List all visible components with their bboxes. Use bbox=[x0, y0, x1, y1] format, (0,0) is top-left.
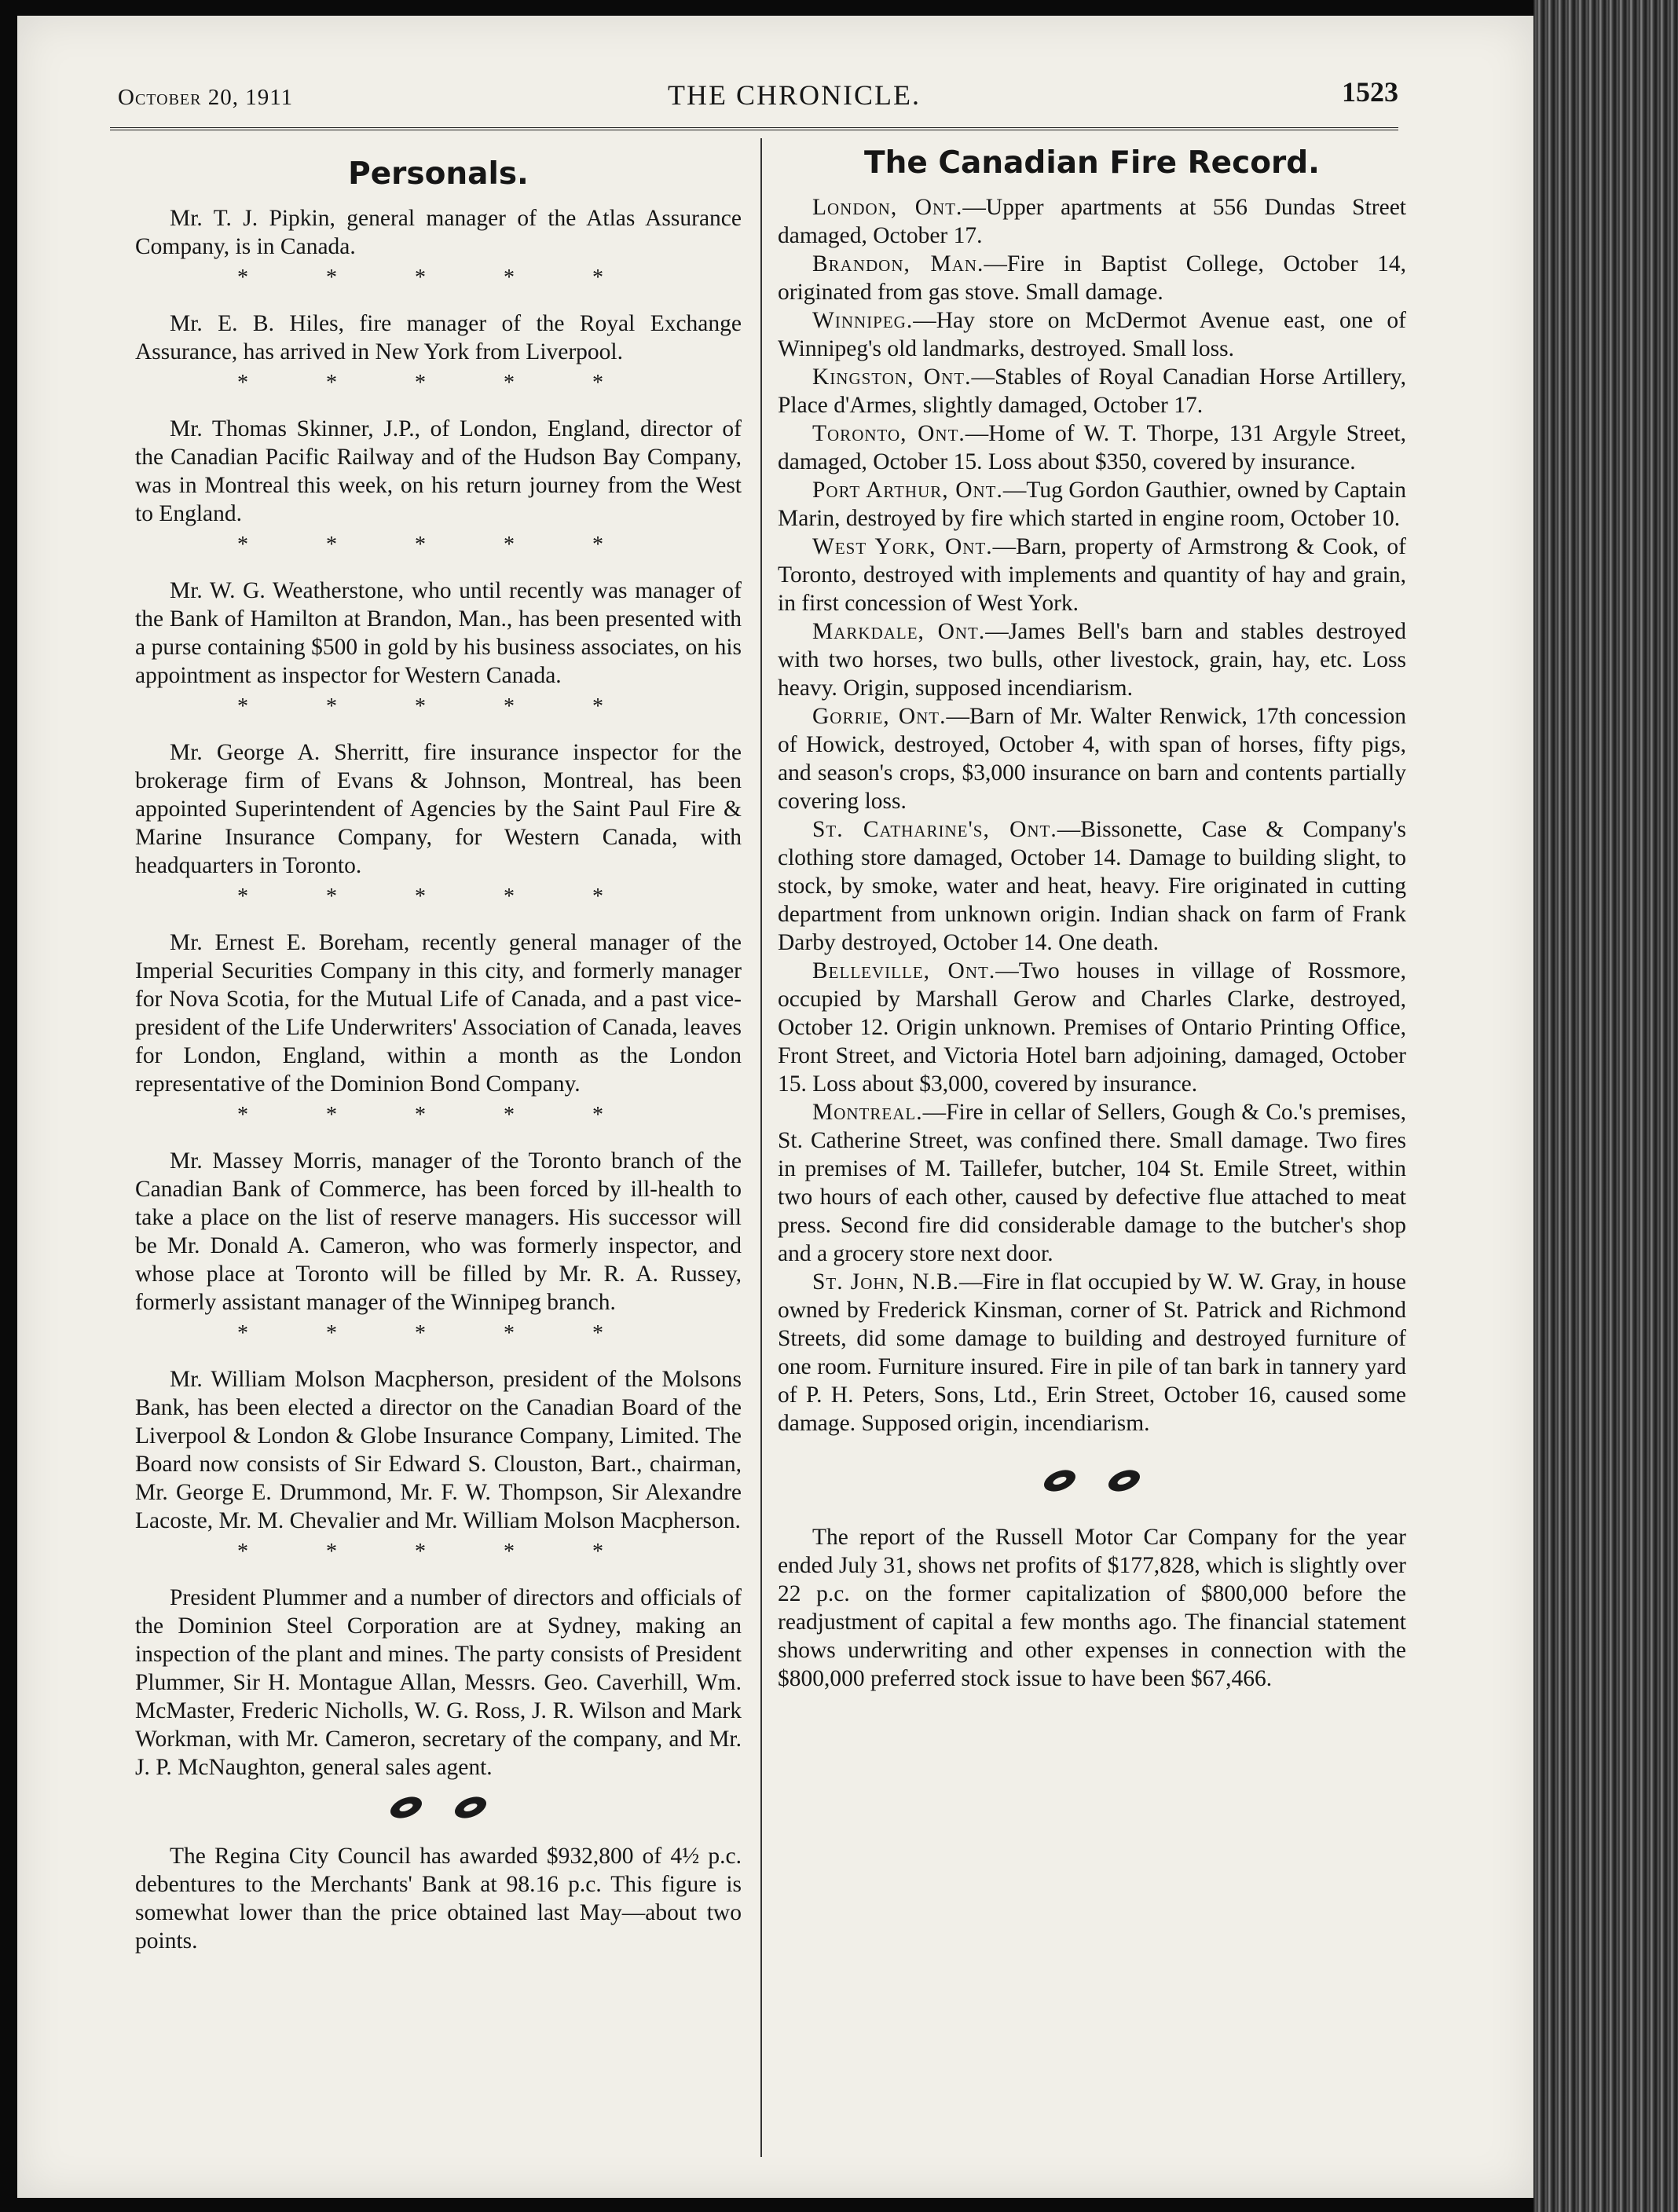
fire-entry-text: —Fire in flat occupied by W. W. Gray, in house owned by Frederick Kinsman, corner of St. Patrick and Richmond Streets, did some damage to building and destroyed furniture of one room. Furniture insured. Fire in pile of tan bark in tannery yard of P. H. Peters, Sons, Ltd., Erin Street, October 16, caused some damage. Supposed origin, incendiarism. bbox=[778, 1269, 1406, 1436]
fire-entry-place: St. John, N.B. bbox=[812, 1269, 960, 1295]
fire-entry-text: —Barn, property of Armstrong & Cook, of Toronto, destroyed with implements and quantity of hay and grain, in first concession of West York. bbox=[778, 534, 1406, 616]
fire-entry bbox=[778, 306, 1406, 363]
fire-entry bbox=[778, 250, 1406, 306]
personal-item: Mr. William Molson Macpherson, president of the Molsons Bank, has been elected a director on the Canadian Board of the Liverpool & London & Globe Insurance Company, Limited. The Board now consists of Sir Edward S. Clouston, Bart., chairman, Mr. George E. Drummond, Mr. F. W. Thompson, Sir Alexandre Lacoste, Mr. M. Chevalier and Mr. William Molson Macpherson. bbox=[135, 1367, 742, 1533]
fire-record-column bbox=[778, 145, 1407, 1693]
ornament-leaf-icon bbox=[1106, 1469, 1142, 1492]
book-binding-edge bbox=[1533, 0, 1678, 2212]
fire-entry-text: —Barn of Mr. Walter Renwick, 17th concession of Howick, destroyed, October 4, with span of horses, fifty pigs, and season's crops, $3,000 insurance on barn and contents partially covering loss. bbox=[778, 704, 1406, 814]
personal-item: Mr. T. J. Pipkin, general manager of the Atlas Assurance Company, is in Canada. bbox=[135, 206, 742, 259]
fire-entry-text: —Tug Gordon Gauthier, owned by Captain Marin, destroyed by fire which started in engine room, October 10. bbox=[778, 478, 1407, 531]
fire-entry bbox=[778, 702, 1406, 815]
fire-entry-text: —Two houses in village of Rossmore, occupied by Marshall Gerow and Charles Clarke, destroyed, October 12. Origin unknown. Premises of Ontario Printing Office, Front Street, and Victoria Hotel barn adjoining, damaged, October 15. Loss about $3,000, covered by insurance. bbox=[778, 958, 1406, 1097]
personal-item: President Plummer and a number of directors and officials of the Dominion Steel Corporation are at Sydney, making an inspection of the plant and mines. The party consists of President Plummer, Sir H. Montague Allan, Messrs. Geo. Caverhill, Wm. McMaster, Frederic Nicholls, W. G. Ross, J. R. Wilson and Mark Workman, with Mr. Cameron, secretary of the company, and Mr. J. P. McNaughton, general sales agent. bbox=[135, 1585, 742, 1780]
fire-record-heading: The Canadian Fire Record. bbox=[864, 145, 1320, 181]
ornament-leaf-icon bbox=[388, 1796, 424, 1819]
page-number: 1523 bbox=[1342, 76, 1398, 108]
fire-entry-text: —Upper apartments at 556 Dundas Street damaged, October 17. bbox=[778, 195, 1406, 248]
separator-stars: * * * * * bbox=[237, 266, 639, 290]
ornament-leaf-icon bbox=[1042, 1469, 1078, 1492]
fire-entry-text: —James Bell's barn and stables destroyed with two horses, two bulls, other livestock, grain, hay, etc. Loss heavy. Origin, supposed incendiarism. bbox=[778, 619, 1406, 701]
fire-entry-place: West York, Ont. bbox=[812, 534, 993, 559]
fire-entry-text: —Fire in Baptist College, October 14, originated from gas stove. Small damage. bbox=[778, 251, 1406, 305]
ornament-divider bbox=[778, 1469, 1406, 1500]
personal-item: Mr. Ernest E. Boreham, recently general manager of the Imperial Securities Company in this city, and formerly manager for Nova Scotia, for the Mutual Life of Canada, and a past vice-president of the Life Underwriters' Association of Canada, leaves for London, England, within a month as the London representative of the Dominion Bond Company. bbox=[135, 930, 742, 1097]
fire-entry-place: Gorrie, Ont. bbox=[812, 704, 947, 729]
fire-entry-place: St. Catharine's, Ont. bbox=[812, 817, 1057, 842]
fire-entry-place: London, Ont. bbox=[812, 195, 963, 220]
fire-entry-text: —Hay store on McDermot Avenue east, one of Winnipeg's old landmarks, destroyed. Small loss. bbox=[778, 308, 1406, 361]
fire-entry-text: —Stables of Royal Canadian Horse Artillery, Place d'Armes, slightly damaged, October 17. bbox=[778, 364, 1406, 418]
page-header bbox=[118, 75, 1398, 123]
personal-item: Mr. Thomas Skinner, J.P., of London, England, director of the Canadian Pacific Railway and of the Hudson Bay Company, was in Montreal this week, on his return journey from the West to England. bbox=[135, 416, 742, 526]
fire-entry-text: —Bissonette, Case & Company's clothing store damaged, October 14. Damage to building slight, to stock, by smoke, water and heat, heavy. Fire originated in cutting department from unknown origin. Indian shack on farm of Frank Darby destroyed, October 14. One death. bbox=[778, 817, 1406, 955]
fire-entry-text: —Fire in cellar of Sellers, Gough & Co.'s premises, St. Catherine Street, was confined there. Small damage. Two fires in premises of M. Taillefer, butcher, 104 St. Emile Street, within two hours of each other, caused by defective flue attached to meat press. Second fire did considerable damage to the butcher's shop and a grocery store next door. bbox=[778, 1100, 1406, 1266]
publication-title: THE CHRONICLE. bbox=[668, 79, 921, 111]
russell-motor-note: The report of the Russell Motor Car Company for the year ended July 31, shows net profits of $177,828, which is slightly over 22 p.c. on the former capitalization of $800,000 before the readjustment of capital a few months ago. The financial statement shows underwriting and other expenses in connection with the $800,000 preferred stock issue to have been $67,466. bbox=[778, 1525, 1406, 1691]
personal-item: Mr. George A. Sherritt, fire insurance inspector for the brokerage firm of Evans & Johnson, Montreal, has been appointed Superintendent of Agencies by the Saint Paul Fire & Marine Insurance Company, for Western Canada, with headquarters in Toronto. bbox=[135, 740, 742, 878]
fire-entry-place: Port Arthur, Ont. bbox=[812, 478, 1003, 503]
separator-stars: * * * * * bbox=[237, 533, 639, 557]
personal-item: Mr. Massey Morris, manager of the Toronto branch of the Canadian Bank of Commerce, has been forced by ill-health to take a place on the list of reserve managers. His successor will be Mr. Donald A. Cameron, who was formerly inspector, and whose place at Toronto will be filled by Mr. R. A. Russey, formerly assistant manager of the Winnipeg branch. bbox=[135, 1148, 742, 1315]
separator-stars: * * * * * bbox=[237, 1321, 639, 1346]
fire-entry-text: —Home of W. T. Thorpe, 131 Argyle Street, damaged, October 15. Loss about $350, covered by insurance. bbox=[778, 421, 1406, 474]
fire-entry bbox=[778, 617, 1406, 702]
fire-entry bbox=[778, 193, 1406, 250]
personals-column bbox=[135, 149, 742, 1957]
separator-stars: * * * * * bbox=[237, 694, 639, 719]
personal-item: Mr. W. G. Weatherstone, who until recently was manager of the Bank of Hamilton at Brandon, Man., has been presented with a purse containing $500 in gold by his business associates, on his appointment as inspector for Western Canada. bbox=[135, 578, 742, 688]
fire-entry bbox=[778, 476, 1406, 533]
fire-entry bbox=[778, 419, 1406, 476]
fire-entry bbox=[778, 533, 1406, 617]
fire-entry-place: Toronto, Ont. bbox=[812, 421, 965, 446]
fire-entry-place: Brandon, Man. bbox=[812, 251, 984, 276]
fire-entry-place: Markdale, Ont. bbox=[812, 619, 986, 644]
fire-entry-place: Montreal. bbox=[812, 1100, 923, 1125]
separator-stars: * * * * * bbox=[237, 1103, 639, 1127]
personals-heading: Personals. bbox=[348, 156, 529, 192]
column-divider bbox=[760, 138, 762, 2157]
header-rule bbox=[110, 127, 1398, 130]
regina-debentures-note: The Regina City Council has awarded $932,800 of 4½ p.c. debentures to the Merchants' Bank at 98.16 p.c. This figure is somewhat lower than the price obtained last May—about two points. bbox=[135, 1844, 742, 1954]
separator-stars: * * * * * bbox=[237, 1540, 639, 1564]
fire-entry bbox=[778, 815, 1406, 957]
separator-stars: * * * * * bbox=[237, 884, 639, 909]
separator-stars: * * * * * bbox=[237, 371, 639, 395]
fire-entry bbox=[778, 1268, 1406, 1437]
fire-entry-place: Belleville, Ont. bbox=[812, 958, 996, 983]
fire-entry-place: Winnipeg. bbox=[812, 308, 914, 333]
fire-entry bbox=[778, 1098, 1406, 1268]
fire-entry bbox=[778, 957, 1406, 1098]
fire-entry bbox=[778, 363, 1406, 419]
issue-date: October 20, 1911 bbox=[118, 85, 294, 110]
ornament-divider bbox=[135, 1796, 742, 1826]
fire-entry-place: Kingston, Ont. bbox=[812, 364, 972, 390]
ornament-leaf-icon bbox=[452, 1796, 489, 1819]
personal-item: Mr. E. B. Hiles, fire manager of the Royal Exchange Assurance, has arrived in New York from Liverpool. bbox=[135, 311, 742, 364]
